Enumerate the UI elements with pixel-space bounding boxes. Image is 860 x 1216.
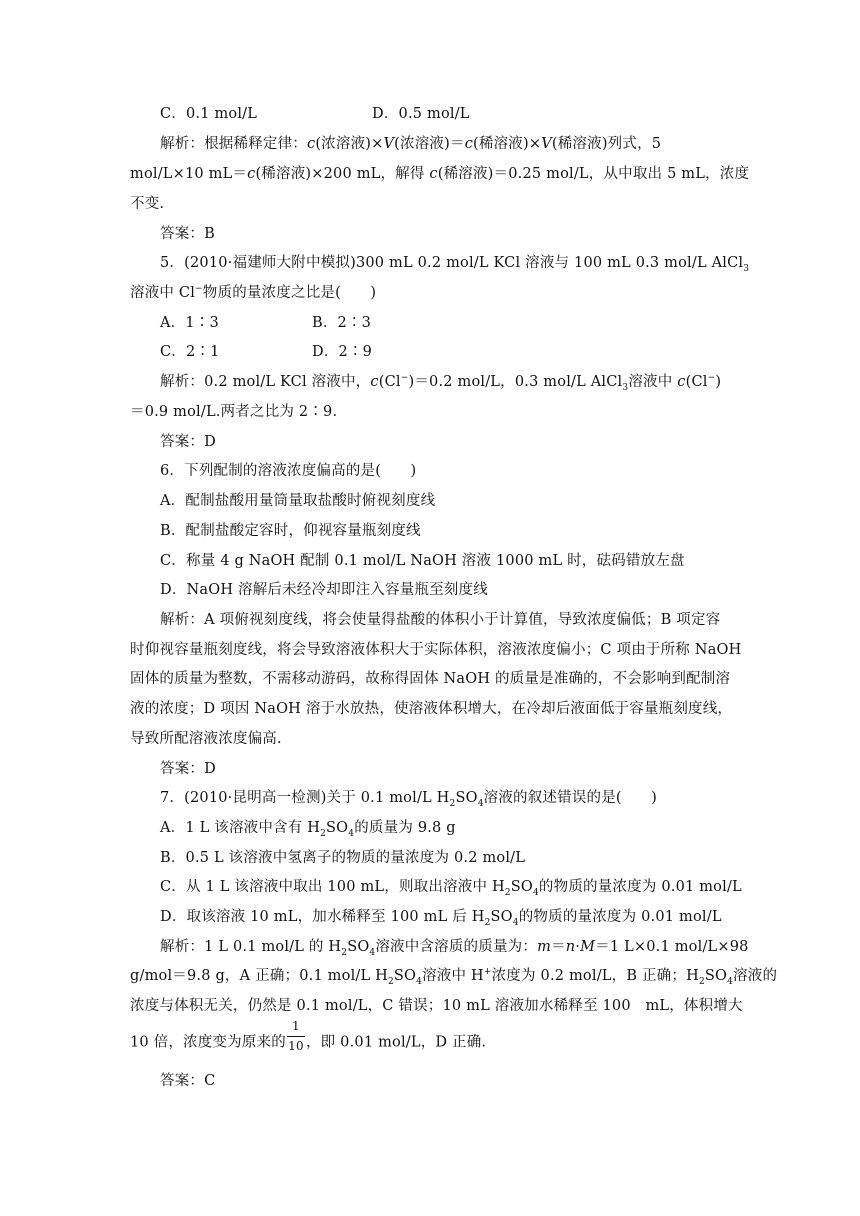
q4-option-c: C．0.1 mol/L (160, 106, 258, 122)
q7-option-d: D．取该溶液 10 mL，加水稀释至 100 mL 后 $H_2SO_4$的物质的量浓度为 0.01 mol/L (160, 909, 722, 928)
q5-option-c: C．2∶1 (160, 344, 220, 360)
q5-option-a: A．1∶3 (160, 315, 219, 331)
q7-explanation-line2: g/mol＝9.8 g，A 正确；0.1 mol/L $H_2SO_4$溶液中 H+浓度为 0.2 mol/L，B 正确；$H_2SO_4$溶液的 (130, 967, 778, 987)
q7-explanation-line4: 10 倍，浓度变为原来的 $\frac{1}{10}$ ，即 0.01 mol/L，D 正确. (130, 1028, 486, 1057)
q5-option-b: B．2∶3 (312, 315, 372, 331)
q5-explanation-line2: ＝0.9 mol/L.两者之比为 2∶9. (130, 404, 338, 420)
q6-option-c: C．称量 4 g NaOH 配制 0.1 mol/L NaOH 溶液 1000 mL 时，砝码错放左盘 (160, 553, 685, 569)
q6-explanation-line4: 液的浓度；D 项因 NaOH 溶于水放热，使溶液体积增大，在冷却后液面低于容量瓶刻度线， (130, 701, 733, 717)
q7-explanation-line3: 浓度与体积无关，仍然是 0.1 mol/L，C 错误；10 mL 溶液加水稀释至 100 mL，体积增大 (130, 998, 743, 1014)
q7-option-b: B．0.5 L 该溶液中氢离子的物质的量浓度为 0.2 mol/L (160, 850, 526, 866)
q6-explanation-line3: 固体的质量为整数，不需移动游码，故称得固体 NaOH 的质量是准确的，不会影响到配制溶 (130, 671, 731, 687)
q5-explanation-line1: 解析：0.2 mol/L KCl 溶液中，c(Cl−)＝0.2 mol/L，0.3 mol/L AlCl$_3$溶液中 c(Cl−) (160, 373, 722, 393)
q4-explanation-line3: 不变. (130, 196, 165, 212)
q7-stem: 7．(2010·昆明高一检测)关于 0.1 mol/L $H_2SO_4$溶液的叙述错误的是( ) (160, 790, 658, 809)
q6-explanation-line5: 导致所配溶液浓度偏高. (130, 731, 282, 747)
q6-option-d: D．NaOH 溶解后未经冷却即注入容量瓶至刻度线 (160, 582, 488, 598)
q5-stem-line2: 溶液中 Cl−物质的量浓度之比是( ) (130, 284, 377, 301)
q6-answer: 答案：D (160, 761, 216, 777)
q5-answer: 答案：D (160, 434, 216, 450)
q4-option-d: D．0.5 mol/L (372, 106, 470, 122)
q6-stem: 6．下列配制的溶液浓度偏高的是( ) (160, 463, 417, 479)
q5-option-d: D．2∶9 (312, 344, 373, 360)
q5-stem-line1: 5．(2010·福建师大附中模拟)300 mL 0.2 mol/L KCl 溶液与 100 mL 0.3 mol/L AlCl$_3$ (160, 255, 750, 274)
q6-option-a: A．配制盐酸用量筒量取盐酸时俯视刻度线 (160, 493, 436, 509)
q7-answer: 答案：C (160, 1073, 216, 1089)
q7-option-a: A．1 L 该溶液中含有 $H_2SO_4$的质量为 9.8 g (160, 820, 456, 839)
q6-explanation-line1: 解析：A 项俯视刻度线，将会使量得盐酸的体积小于计算值，导致浓度偏低；B 项定容 (160, 612, 721, 628)
q4-explanation-line1: 解析：根据稀释定律：c(浓溶液)×V(浓溶液)＝c(稀溶液)×V(稀溶液)列式，5 (160, 136, 662, 152)
q6-option-b: B．配制盐酸定容时，仰视容量瓶刻度线 (160, 523, 421, 539)
q6-explanation-line2: 时仰视容量瓶刻度线，将会导致溶液体积大于实际体积，溶液浓度偏小；C 项由于所称 NaOH (130, 642, 742, 658)
fraction-one-tenth: $\frac{1}{10}$ (288, 1019, 304, 1053)
q7-explanation-line1: 解析：1 L 0.1 mol/L 的 $H_2SO_4$溶液中含溶质的质量为：m＝n·M＝1 L×0.1 mol/L×98 (160, 939, 749, 958)
q7-option-c: C．从 1 L 该溶液中取出 100 mL，则取出溶液中 $H_2SO_4$的物质的量浓度为 0.01 mol/L (160, 879, 742, 898)
q4-explanation-line2: mol/L×10 mL＝c(稀溶液)×200 mL，解得 c(稀溶液)＝0.25 mol/L，从中取出 5 mL，浓度 (130, 166, 750, 182)
q4-answer: 答案：B (160, 226, 215, 242)
